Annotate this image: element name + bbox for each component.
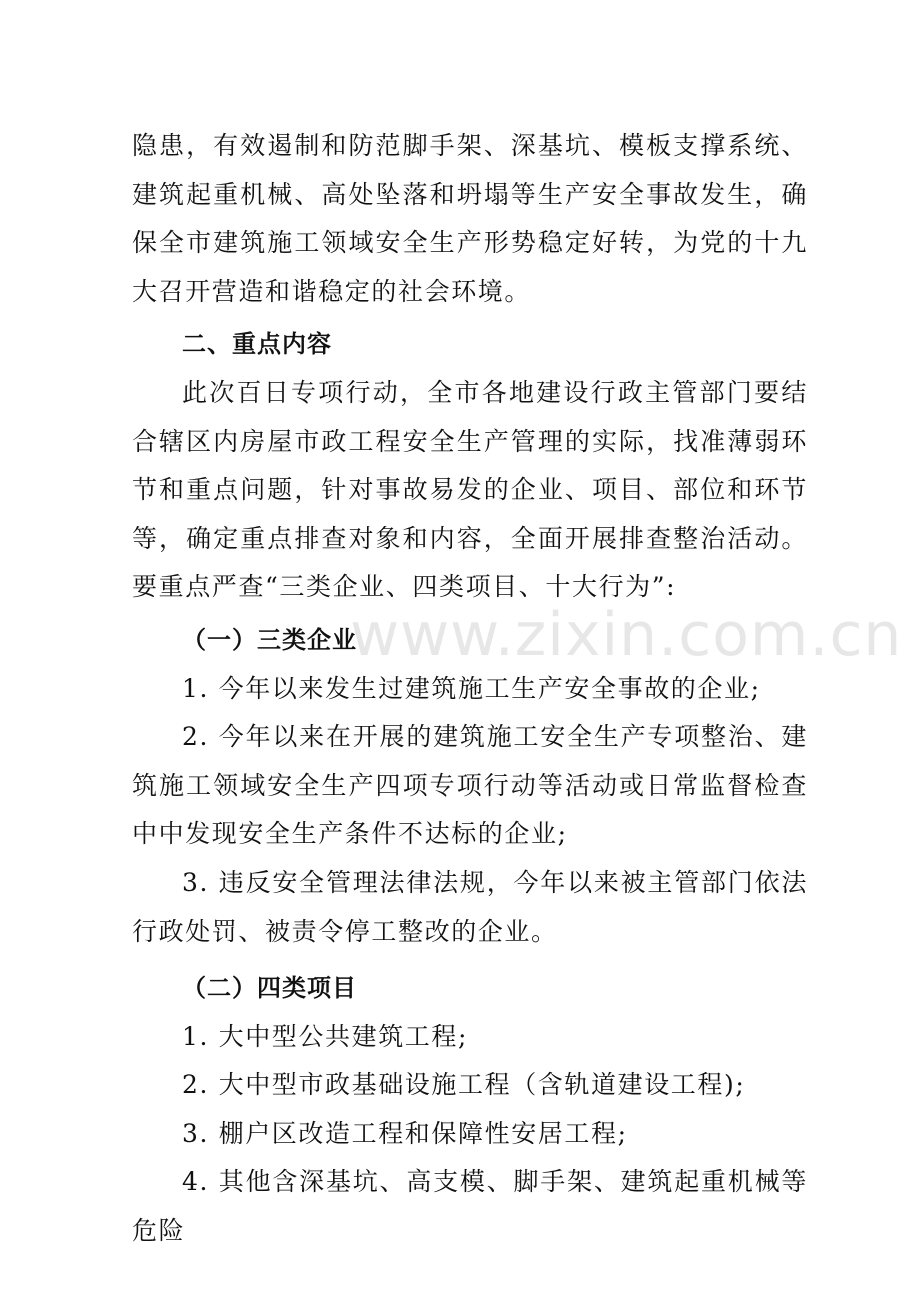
enterprise-item: 3. 违反安全管理法律法规，今年以来被主管部门依法行政处罚、被责令停工整改的企业。 xyxy=(132,867,808,946)
project-item: 4. 其他含深基坑、高支模、脚手架、建筑起重机械等危险 xyxy=(132,1167,808,1246)
watermark: www.zixin.com.cn xyxy=(350,600,903,670)
intro-paragraph: 隐患，有效遏制和防范脚手架、深基坑、模板支撑系统、建筑起重机械、高处坠落和坍塌等生产安全事故发生，确保全市建筑施工领域安全生产形势稳定好转，为党的十九大召开营造和谐稳定的社会环境。 xyxy=(132,131,808,306)
subsection-two-heading: （二）四类项目 xyxy=(182,974,357,1003)
enterprise-item: 2. 今年以来在开展的建筑施工安全生产专项整治、建筑施工领域安全生产四项专项行动等活动或日常监督检查中中发现安全生产条件不达标的企业; xyxy=(132,722,808,849)
enterprise-item: 1. 今年以来发生过建筑施工生产安全事故的企业; xyxy=(182,673,761,703)
spacer xyxy=(132,956,808,964)
document-body xyxy=(132,122,808,1256)
section-two-heading: 二、重点内容 xyxy=(182,330,332,359)
project-item: 3. 棚户区改造工程和保障性安居工程; xyxy=(182,1118,628,1148)
project-item: 1. 大中型公共建筑工程; xyxy=(182,1021,469,1051)
section-two-paragraph: 此次百日专项行动，全市各地建设行政主管部门要结合辖区内房屋市政工程安全生产管理的实际，找准薄弱环节和重点问题，针对事故易发的企业、项目、部位和环节等，确定重点排查对象和内容，全面开展排查整治活动。要重点严查“三类企业、四类项目、十大行为”: xyxy=(132,377,808,602)
project-item: 2. 大中型市政基础设施工程（含轨道建设工程); xyxy=(182,1070,746,1100)
subsection-one-heading: （一）三类企业 xyxy=(182,625,357,654)
